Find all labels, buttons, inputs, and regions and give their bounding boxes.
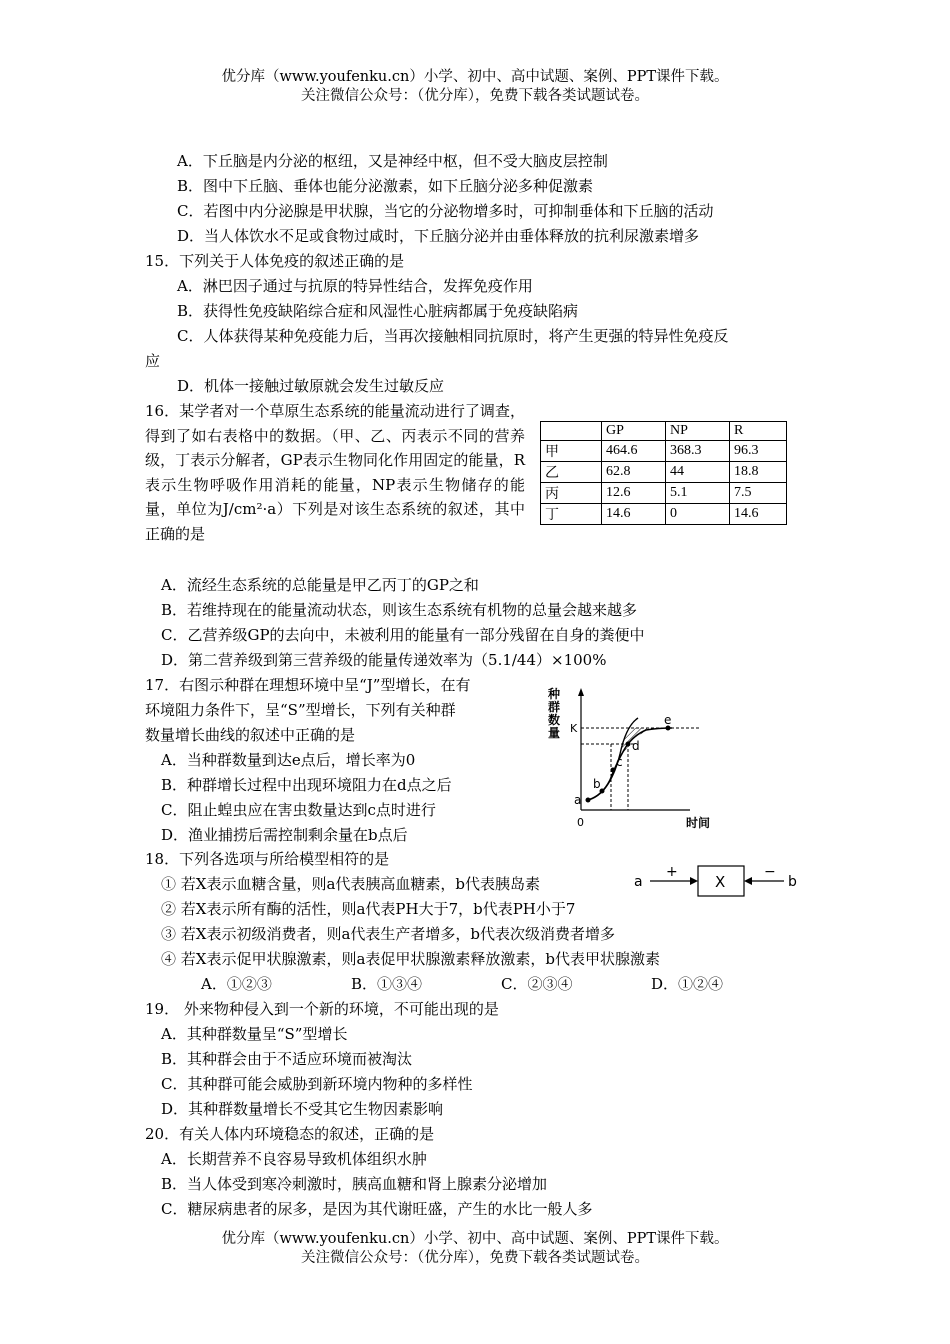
table-cell: 12.6 (602, 483, 666, 504)
q19-option-d: D．其种群数量增长不受其它生物因素影响 (161, 1100, 444, 1118)
q20-option-c: C．糖尿病患者的尿多，是因为其代谢旺盛，产生的水比一般人多 (161, 1200, 593, 1218)
arrow-head (690, 877, 698, 885)
q16-stem: 16．某学者对一个草原生态系统的能量流动进行了调查，得到了如右表格中的数据。（甲、乙、丙表示不同的营养级，丁表示分解者，GP表示生物同化作用固定的能量，R表示生物呼吸作用消耗的能量，NP表示生物储存的能量，单位为J/cm²·a）下列是对该生态系统的叙述，其中正确的是 (145, 402, 525, 543)
minus-sign: − (764, 864, 776, 880)
q14-option-a: A．下丘脑是内分泌的枢纽，又是神经中枢，但不受大脑皮层控制 (177, 152, 608, 170)
header-line-1: 优分库（www.youfenku.cn）小学、初中、高中试题、案例、PPT课件下载。 (221, 69, 729, 85)
q18-stem: 18．下列各选项与所给模型相符的是 (145, 850, 390, 868)
q15-option-b: B．获得性免疫缺陷综合症和风湿性心脏病都属于免疫缺陷病 (177, 302, 579, 320)
table-row (541, 462, 787, 483)
model-a-label: a (634, 874, 643, 890)
q17-option-a: A．当种群数量到达e点后，增长率为0 (161, 751, 416, 769)
point-b-label: b (593, 777, 601, 791)
point-a (586, 798, 591, 803)
y-axis-label-4: 量 (548, 726, 561, 740)
q18-option-d: D．①②④ (651, 975, 724, 993)
q18-item-4: ④ 若X表示促甲状腺激素，则a表促甲状腺激素释放激素，b代表甲状腺激素 (161, 950, 660, 968)
table-row (541, 483, 787, 504)
feedback-model-diagram (628, 862, 803, 900)
q20-stem: 20．有关人体内环境稳态的叙述，正确的是 (145, 1125, 435, 1143)
q16-option-c: C．乙营养级GP的去向中，未被利用的能量有一部分残留在自身的粪便中 (161, 626, 645, 644)
q14-option-c: C．若图中内分泌腺是甲状腺，当它的分泌物增多时，可抑制垂体和下丘脑的活动 (177, 202, 714, 220)
table-row (541, 504, 787, 525)
q18-item-3: ③ 若X表示初级消费者，则a代表生产者增多，b代表次级消费者增多 (161, 925, 615, 943)
environmental-resistance-area (620, 728, 660, 754)
x-axis-label: 时间 (686, 816, 711, 830)
table-row (541, 441, 787, 462)
q17-option-b: B．种群增长过程中出现环境阻力在d点之后 (161, 776, 452, 794)
k-label: K (570, 722, 578, 735)
table-cell: 368.3 (666, 441, 730, 462)
table-cell: 甲 (541, 441, 602, 462)
table-cell: 14.6 (730, 504, 787, 525)
q18-option-c: C．②③④ (501, 975, 573, 993)
q15-stem: 15．下列关于人体免疫的叙述正确的是 (145, 252, 405, 270)
table-header-row (541, 422, 787, 441)
table-cell: 14.6 (602, 504, 666, 525)
q15-option-a: A．淋巴因子通过与抗原的特异性结合，发挥免疫作用 (177, 277, 533, 295)
energy-table (540, 421, 787, 525)
table-cell: NP (666, 422, 730, 441)
q20-option-a: A．长期营养不良容易导致机体组织水肿 (161, 1150, 427, 1168)
q19-stem: 19． 外来物种侵入到一个新的环境，不可能出现的是 (145, 1000, 499, 1018)
point-d-label: d (632, 739, 640, 753)
model-x-label: X (715, 873, 726, 891)
y-axis-label-3: 数 (548, 713, 561, 727)
table-cell: 18.8 (730, 462, 787, 483)
table-cell: 44 (666, 462, 730, 483)
q15-option-c-cont: 应 (145, 352, 161, 370)
table-cell: 7.5 (730, 483, 787, 504)
q16-option-d: D．第二营养级到第三营养级的能量传递效率为（5.1/44）×100% (161, 651, 607, 669)
table-cell: 464.6 (602, 441, 666, 462)
table-cell: 5.1 (666, 483, 730, 504)
plus-sign: + (666, 864, 678, 880)
table-cell: 乙 (541, 462, 602, 483)
q14-option-d: D．当人体饮水不足或食物过咸时，下丘脑分泌并由垂体释放的抗利尿激素增多 (177, 227, 700, 245)
point-c (611, 768, 616, 773)
y-axis-arrow (578, 688, 584, 696)
q18-options (201, 974, 723, 994)
q17-stem-3: 数量增长曲线的叙述中正确的是 (145, 726, 356, 744)
point-a-label: a (574, 793, 582, 807)
q18-option-a: A．①②③ (201, 975, 272, 993)
q17-option-c: C．阻止蝗虫应在害虫数量达到c点时进行 (161, 801, 436, 819)
footer-line-1: 优分库（www.youfenku.cn）小学、初中、高中试题、案例、PPT课件下载。 (221, 1231, 729, 1247)
table-cell: 丁 (541, 504, 602, 525)
table-cell: GP (602, 422, 666, 441)
q17-option-d: D．渔业捕捞后需控制剩余量在b点后 (161, 826, 408, 844)
q16-option-b: B．若维持现在的能量流动状态，则该生态系统有机物的总量会越来越多 (161, 601, 638, 619)
q14-option-b: B．图中下丘脑、垂体也能分泌激素，如下丘脑分泌多种促激素 (177, 177, 594, 195)
q18-item-1: ① 若X表示血糖含量，则a代表胰高血糖素，b代表胰岛素 (161, 875, 540, 893)
table-cell: 丙 (541, 483, 602, 504)
q17-stem-1: 17．右图示种群在理想环境中呈“J”型增长，在有 (145, 676, 471, 694)
q19-option-c: C．其种群可能会威胁到新环境内物种的多样性 (161, 1075, 473, 1093)
table-cell: R (730, 422, 787, 441)
q18-option-b: B．①③④ (351, 975, 423, 993)
header-line-2: 关注微信公众号：（优分库），免费下载各类试题试卷。 (301, 88, 649, 104)
point-d (626, 742, 631, 747)
model-b-label: b (788, 874, 797, 890)
q17-stem-2: 环境阻力条件下，呈“S”型增长，下列有关种群 (145, 701, 456, 719)
q19-option-a: A．其种群数量呈“S”型增长 (161, 1025, 348, 1043)
y-axis-label-1: 种 (548, 687, 561, 701)
q15-option-c: C．人体获得某种免疫能力后，当再次接触相同抗原时，将产生更强的特异性免疫反 (177, 327, 729, 345)
table-cell: 0 (666, 504, 730, 525)
footer-line-2: 关注微信公众号：（优分库），免费下载各类试题试卷。 (301, 1250, 649, 1266)
q18-item-2: ② 若X表示所有酶的活性，则a代表PH大于7，b代表PH小于7 (161, 900, 576, 918)
point-e-label: e (664, 713, 672, 727)
q15-option-d: D．机体一接触过敏原就会发生过敏反应 (177, 377, 445, 395)
q19-option-b: B．其种群会由于不适应环境而被淘汰 (161, 1050, 413, 1068)
origin-label: 0 (577, 816, 584, 829)
y-axis-label-2: 群 (548, 700, 561, 714)
q16-option-a: A．流经生态系统的总能量是甲乙丙丁的GP之和 (161, 576, 479, 594)
point-c-label: c (616, 755, 623, 769)
table-cell: 96.3 (730, 441, 787, 462)
population-growth-figure (540, 682, 740, 837)
q20-option-b: B．当人体受到寒冷刺激时，胰高血糖和肾上腺素分泌增加 (161, 1175, 548, 1193)
table-cell: 62.8 (602, 462, 666, 483)
arrow-head (744, 877, 752, 885)
table-cell (541, 422, 602, 441)
